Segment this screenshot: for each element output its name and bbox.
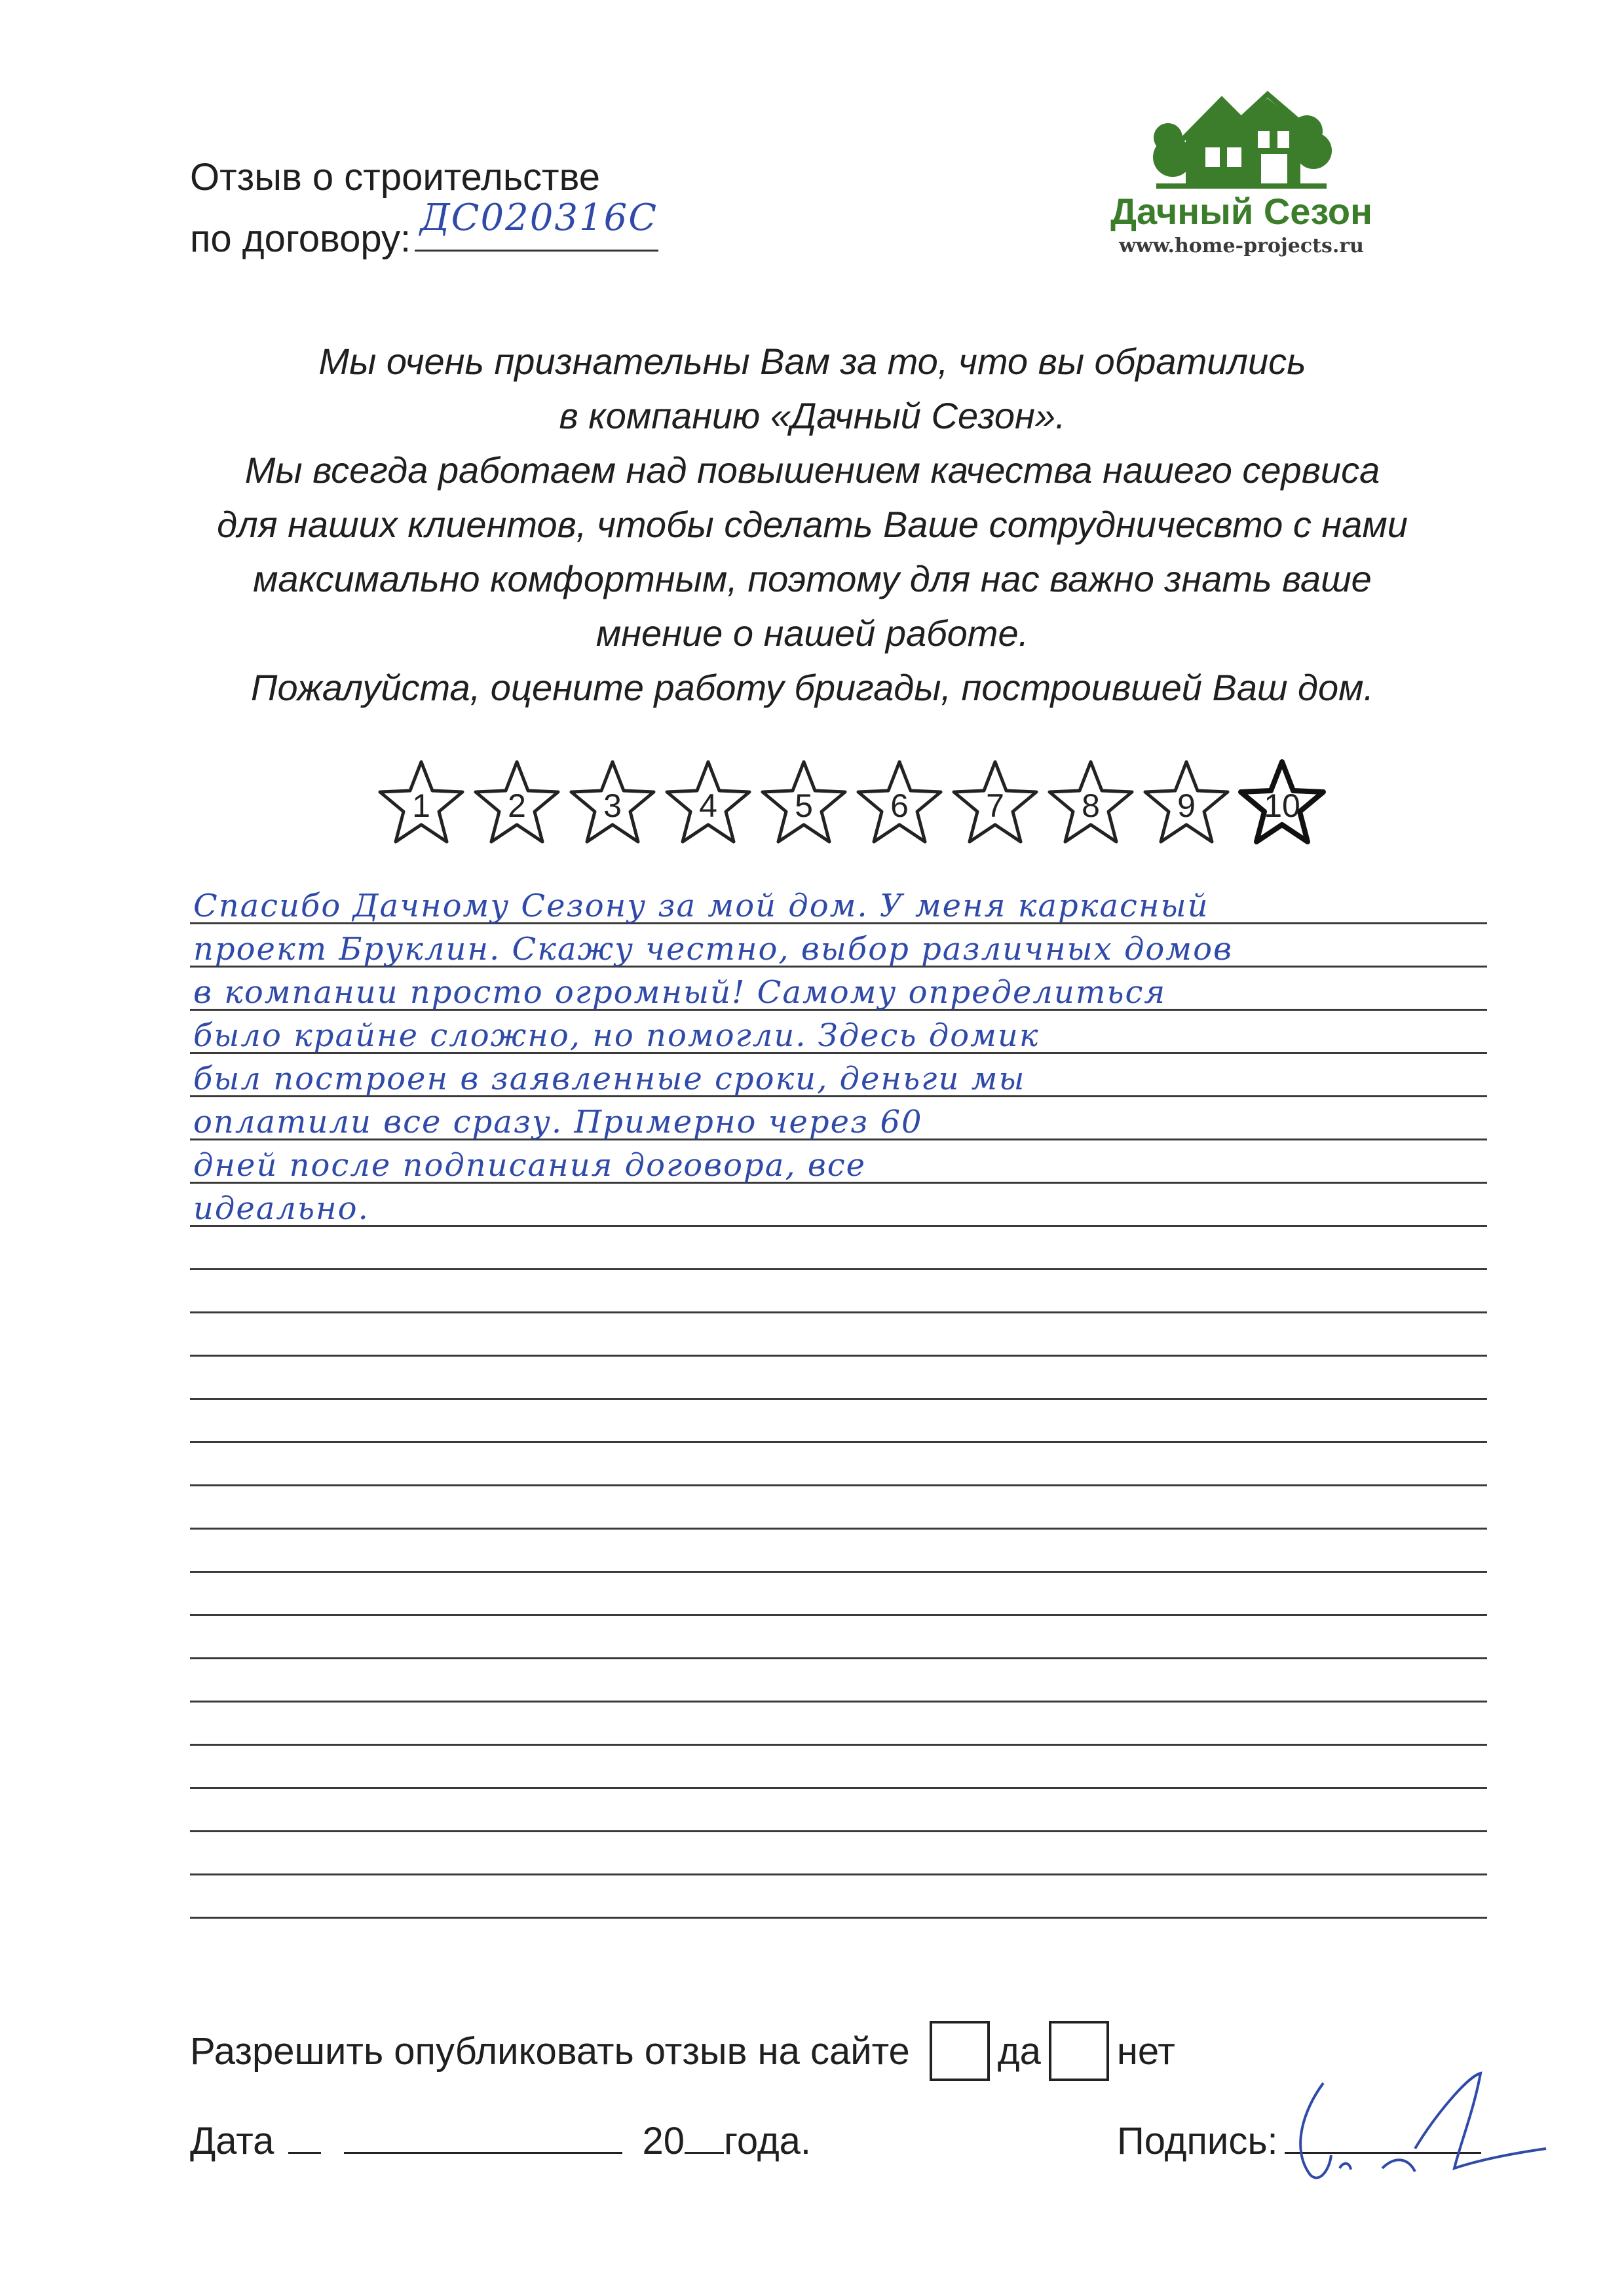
ruled-line bbox=[190, 1443, 1487, 1486]
form-header bbox=[190, 147, 658, 269]
star-number: 8 bbox=[1082, 787, 1100, 824]
review-line: Спасибо Дачному Сезону за мой дом. У меня каркасный bbox=[193, 888, 1209, 924]
star-number: 10 bbox=[1264, 787, 1300, 824]
rating-star-8[interactable] bbox=[1043, 757, 1139, 848]
review-line: в компании просто огромный! Самому определиться bbox=[193, 974, 1167, 1011]
star-number: 9 bbox=[1177, 787, 1196, 824]
review-line: был построен в заявленные сроки, деньги мы bbox=[193, 1061, 1026, 1097]
ruled-line bbox=[190, 1227, 1487, 1270]
ruled-line bbox=[190, 1270, 1487, 1313]
rating-star-3[interactable] bbox=[565, 757, 660, 848]
contract-number-value: ДС020316С bbox=[420, 197, 658, 239]
intro-line: Пожалуйста, оцените работу бригады, построившей Ваш дом. bbox=[250, 667, 1374, 708]
ruled-line bbox=[190, 1703, 1487, 1746]
rating-star-10-selected[interactable] bbox=[1234, 757, 1330, 848]
intro-line: в компанию «Дачный Сезон». bbox=[559, 395, 1066, 436]
ruled-line bbox=[190, 1789, 1487, 1832]
logo-name: Дачный Сезон bbox=[1110, 191, 1372, 232]
date-label: Дата bbox=[190, 2120, 274, 2162]
ruled-line bbox=[190, 1832, 1487, 1875]
rating-star-7[interactable] bbox=[947, 757, 1043, 848]
publish-permission-row bbox=[190, 2021, 1175, 2081]
handwritten-signature bbox=[1284, 2070, 1559, 2188]
date-row bbox=[190, 2119, 811, 2163]
star-number: 5 bbox=[795, 787, 813, 824]
intro-line: Мы всегда работаем над повышением качества нашего сервиса bbox=[244, 449, 1380, 491]
publish-yes-checkbox[interactable] bbox=[930, 2021, 990, 2081]
date-month-field[interactable] bbox=[344, 2119, 622, 2154]
ruled-line bbox=[190, 1616, 1487, 1659]
intro-text bbox=[157, 334, 1467, 715]
ruled-line bbox=[190, 1400, 1487, 1443]
intro-line: Мы очень признательны Вам за то, что вы обратились bbox=[318, 341, 1306, 382]
date-day-field[interactable] bbox=[288, 2119, 321, 2154]
review-line: дней после подписания договора, все bbox=[193, 1147, 867, 1184]
ruled-line bbox=[190, 1530, 1487, 1573]
star-number: 3 bbox=[603, 787, 622, 824]
house-logo-icon bbox=[1150, 85, 1333, 193]
contract-number-field[interactable] bbox=[415, 197, 658, 252]
star-number: 2 bbox=[508, 787, 526, 824]
rating-star-5[interactable] bbox=[756, 757, 852, 848]
review-line: идеально. bbox=[193, 1190, 369, 1227]
publish-no-checkbox[interactable] bbox=[1049, 2021, 1109, 2081]
intro-line: мнение о нашей работе. bbox=[595, 612, 1029, 654]
signature-label: Подпись: bbox=[1117, 2120, 1278, 2162]
intro-line: для наших клиентов, чтобы сделать Ваше сотрудничесвто с нами bbox=[217, 504, 1408, 545]
rating-star-6[interactable] bbox=[852, 757, 947, 848]
ruled-line bbox=[190, 1659, 1487, 1703]
star-number: 4 bbox=[699, 787, 717, 824]
publish-label: Разрешить опубликовать отзыв на сайте bbox=[190, 2029, 910, 2073]
ruled-line bbox=[190, 1486, 1487, 1530]
contract-label: по договору: bbox=[190, 217, 411, 260]
star-number: 1 bbox=[412, 787, 430, 824]
date-year-field[interactable] bbox=[685, 2119, 724, 2154]
review-line: было крайне сложно, но помогли. Здесь домик bbox=[193, 1017, 1040, 1054]
review-text-area[interactable] bbox=[193, 884, 1490, 1230]
date-year-suffix: года. bbox=[723, 2120, 812, 2162]
rating-star-1[interactable] bbox=[373, 757, 469, 848]
ruled-line bbox=[190, 1313, 1487, 1357]
ruled-line bbox=[190, 1746, 1487, 1789]
date-year-prefix: 20 bbox=[642, 2120, 685, 2162]
ruled-line bbox=[190, 1357, 1487, 1400]
form-title: Отзыв о строительстве bbox=[190, 156, 601, 198]
review-line: проект Бруклин. Скажу честно, выбор различных домов bbox=[193, 931, 1233, 968]
rating-star-9[interactable] bbox=[1139, 757, 1234, 848]
contract-row bbox=[190, 197, 658, 269]
intro-line: максимально комфортным, поэтому для нас важно знать ваше bbox=[253, 558, 1372, 599]
star-number: 7 bbox=[986, 787, 1004, 824]
ruled-line bbox=[190, 1573, 1487, 1616]
publish-yes-label: да bbox=[997, 2029, 1041, 2073]
rating-star-2[interactable] bbox=[469, 757, 565, 848]
company-logo bbox=[1087, 85, 1395, 269]
publish-no-label: нет bbox=[1116, 2029, 1175, 2073]
review-line: оплатили все сразу. Примерно через 60 bbox=[193, 1104, 923, 1140]
ruled-line bbox=[190, 1875, 1487, 1919]
rating-star-4[interactable] bbox=[660, 757, 756, 848]
star-number: 6 bbox=[890, 787, 909, 824]
logo-url: www.home-projects.ru bbox=[1119, 235, 1364, 257]
rating-stars bbox=[373, 757, 1330, 848]
